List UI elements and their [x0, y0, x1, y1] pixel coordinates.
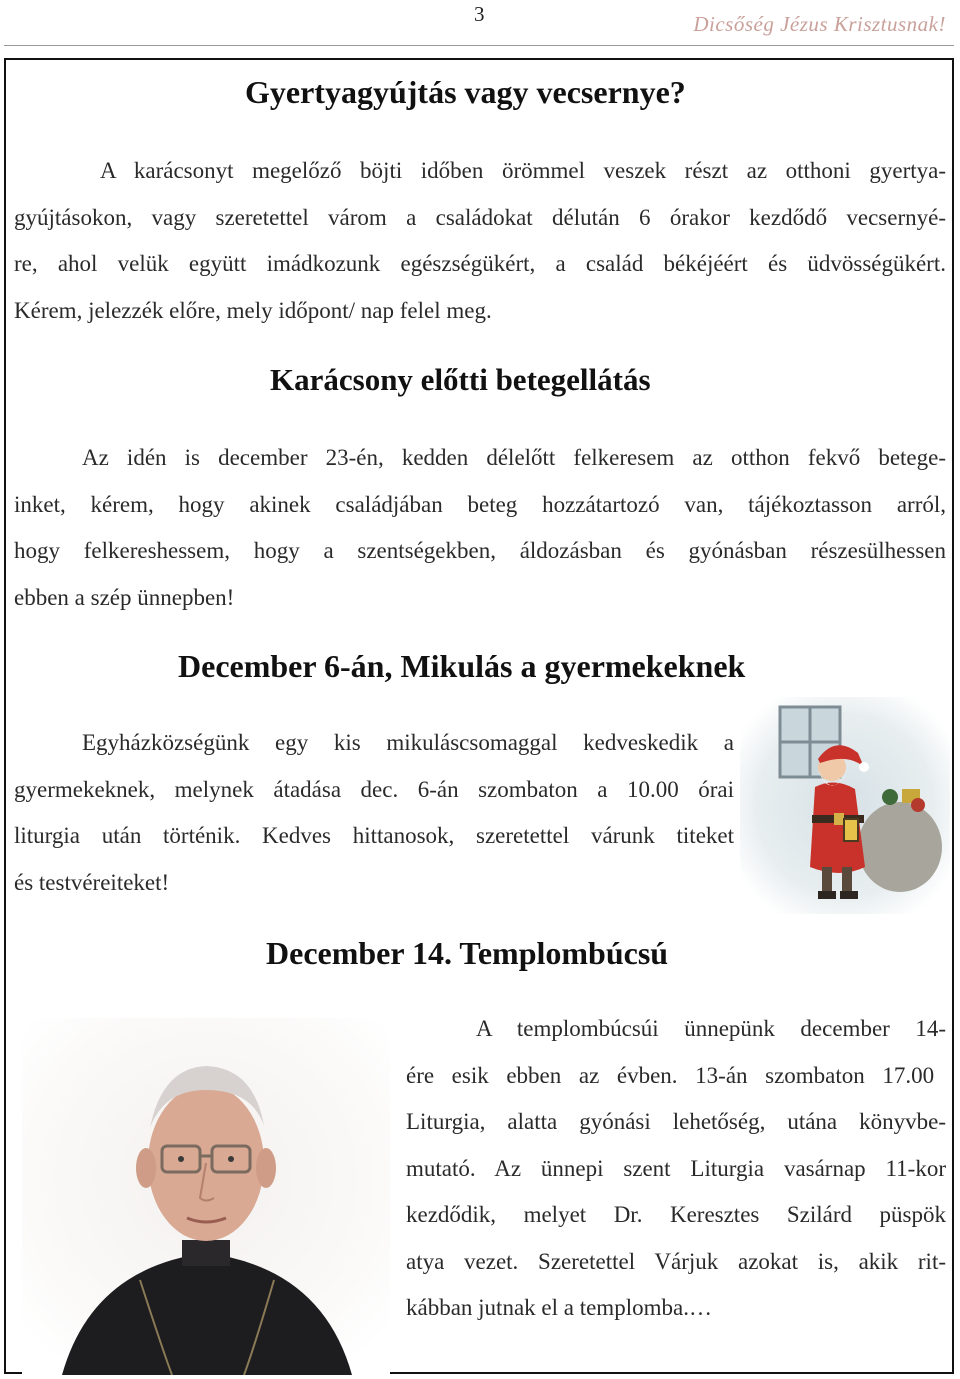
- text-line: ére esik ebben az évben. 13-án szombaton 17.00: [406, 1062, 935, 1088]
- candle-section-text: [14, 148, 946, 334]
- text-line: Az idén is december 23-én, kedden délelőtt felkeresem az otthon fekvő betege-: [82, 445, 946, 470]
- page-motto: Dicsőség Jézus Krisztusnak!: [693, 12, 946, 36]
- text-line: mutató. Az ünnepi szent Liturgia vasárnap 11-kor: [406, 1155, 946, 1181]
- text-line: re, ahol velük együtt imádkozunk egészségükért, a család békéjéért és üdvösségükért.: [14, 251, 946, 276]
- templombucsu-section-title: December 14. Templombúcsú: [266, 935, 669, 971]
- santa-illustration: [740, 697, 950, 914]
- sick-care-section-text: [14, 435, 946, 621]
- text-line: Egyházközségünk egy kis mikuláscsomaggal kedveskedik a: [82, 730, 734, 755]
- text-line: A templombúcsúi ünnepünk december 14-: [476, 1016, 946, 1041]
- text-line: inket, kérem, hogy akinek családjában beteg hozzátartozó van, tájékoztasson arról,: [14, 491, 946, 517]
- text-line: liturgia után történik. Kedves hittanosok, szeretettel várunk titeket: [14, 823, 734, 848]
- text-line: és testvéreiteket!: [14, 869, 170, 895]
- page-number: 3: [474, 2, 485, 26]
- santa-claus-image: [740, 697, 950, 914]
- text-line: gyermekeknek, melynek átadása dec. 6-án szombaton a 10.00 órai: [14, 776, 734, 802]
- priest-portrait-image: [22, 1018, 390, 1375]
- text-line: Liturgia, alatta gyónási lehetőség, utána könyvbe-: [406, 1109, 946, 1134]
- text-line: kábban jutnak el a templomba.…: [406, 1295, 712, 1320]
- portrait-photo: [22, 1018, 390, 1375]
- text-line: kezdődik, melyet Dr. Keresztes Szilárd püspök: [406, 1202, 946, 1227]
- text-line: gyújtásokon, vagy szeretettel várom a családokat délután 6 órakor kezdődő vecsernyé-: [14, 204, 946, 230]
- sick-care-section-title: Karácsony előtti betegellátás: [270, 362, 651, 397]
- templombucsu-section-text: [406, 1006, 946, 1332]
- text-line: A karácsonyt megelőző böjti időben örömmel veszek részt az otthoni gyertya-: [100, 158, 946, 183]
- text-line: atya vezet. Szeretettel Várjuk azokat is, akik rit-: [406, 1248, 946, 1274]
- text-line: hogy felkereshessem, hogy a szentségekben, áldozásban és gyónásban részesülhessen: [14, 538, 946, 563]
- text-line: Kérem, jelezzék előre, mely időpont/ nap felel meg.: [14, 297, 492, 323]
- header-divider: [4, 45, 954, 46]
- candle-section-title: Gyertyagyújtás vagy vecsernye?: [245, 74, 686, 110]
- mikulas-section-text: [14, 720, 734, 906]
- mikulas-section-title: December 6-án, Mikulás a gyermekeknek: [178, 648, 746, 684]
- text-line: ebben a szép ünnepben!: [14, 584, 235, 610]
